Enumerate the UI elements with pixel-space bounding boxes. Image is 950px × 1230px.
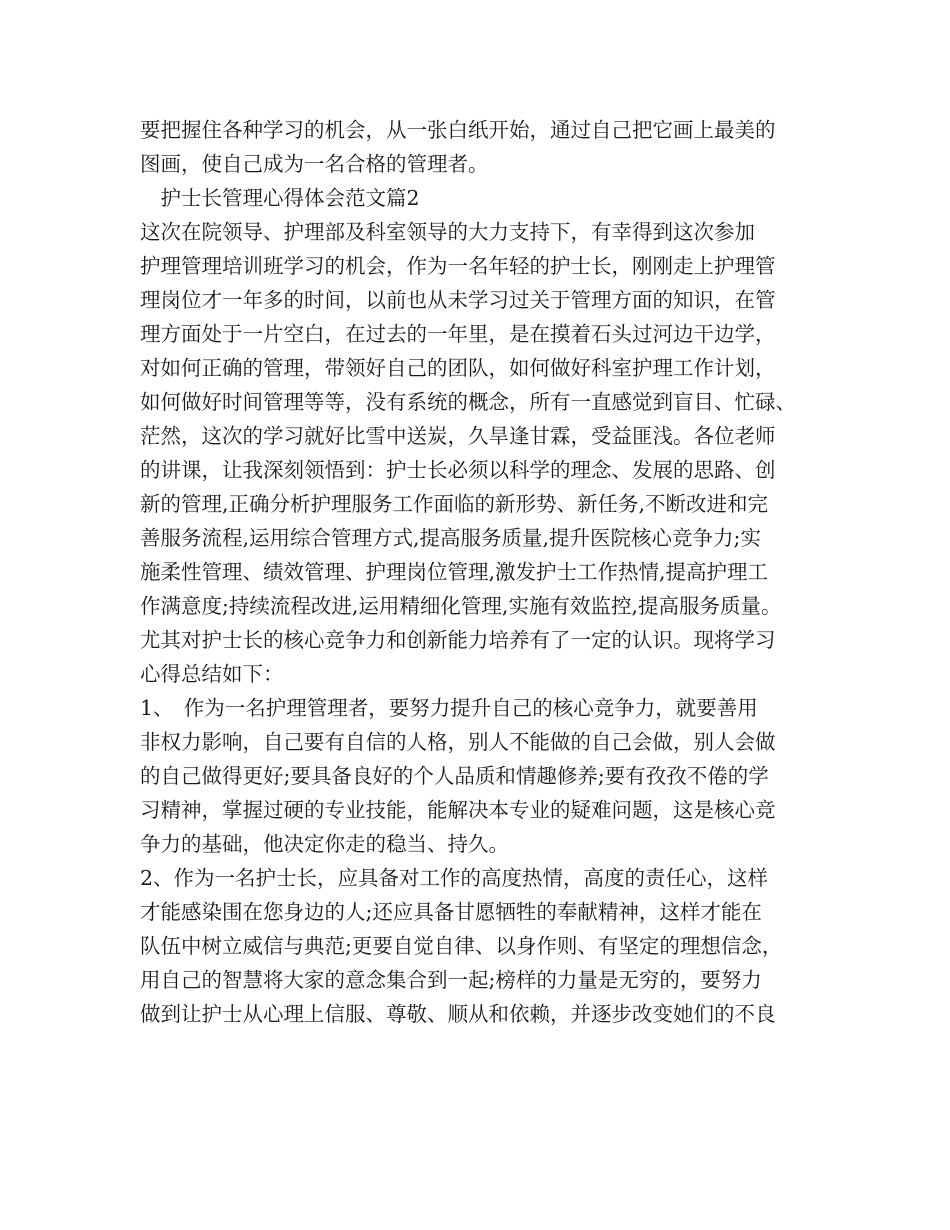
- text-line: 施柔性管理、绩效管理、护理岗位管理,激发护士工作热情,提高护理工: [140, 560, 769, 584]
- text-line: 非权力影响，自己要有自信的人格，别人不能做的自己会做，别人会做: [140, 730, 776, 754]
- text-line: 争力的基础，他决定你走的稳当、持久。: [140, 832, 509, 856]
- text-line: 要把握住各种学习的机会，从一张白纸开始，通过自己把它画上最美的: [140, 118, 776, 142]
- text-line: 习精神，掌握过硬的专业技能，能解决本专业的疑难问题，这是核心竞: [140, 798, 776, 822]
- text-line: 这次在院领导、护理部及科室领导的大力支持下，有幸得到这次参加: [140, 220, 755, 244]
- text-line: 新的管理,正确分析护理服务工作面临的新形势、新任务,不断改进和完: [140, 492, 769, 516]
- text-line: 的讲课，让我深刻领悟到：护士长必须以科学的理念、发展的思路、创: [140, 458, 776, 482]
- text-line: 的自己做得更好;要具备良好的个人品质和情趣修养;要有孜孜不倦的学: [140, 764, 769, 788]
- text-line: 如何做好时间管理等等，没有系统的概念，所有一直感觉到盲目、忙碌、: [140, 390, 796, 414]
- text-line: 做到让护士从心理上信服、尊敬、顺从和依赖，并逐步改变她们的不良: [140, 1002, 776, 1026]
- section-heading: 护士长管理心得体会范文篇2: [140, 186, 420, 210]
- text-line: 茫然，这次的学习就好比雪中送炭，久旱逢甘霖，受益匪浅。各位老师: [140, 424, 776, 448]
- text-line: 队伍中树立威信与典范;更要自觉自律、以身作则、有坚定的理想信念，: [140, 934, 783, 958]
- text-line: 心得总结如下：: [140, 662, 284, 686]
- text-line: 尤其对护士长的核心竞争力和创新能力培养有了一定的认识。现将学习: [140, 628, 776, 652]
- text-line: 理岗位才一年多的时间，以前也从未学习过关于管理方面的知识，在管: [140, 288, 776, 312]
- text-line: 护理管理培训班学习的机会，作为一名年轻的护士长，刚刚走上护理管: [140, 254, 776, 278]
- text-line: 对如何正确的管理，带领好自己的团队，如何做好科室护理工作计划，: [140, 356, 776, 380]
- list-item-1: 1、 作为一名护理管理者，要努力提升自己的核心竞争力，就要善用: [140, 696, 758, 720]
- text-line: 理方面处于一片空白，在过去的一年里，是在摸着石头过河边干边学，: [140, 322, 776, 346]
- text-line: 图画，使自己成为一名合格的管理者。: [140, 152, 489, 176]
- list-item-2: 2、作为一名护士长，应具备对工作的高度热情，高度的责任心，这样: [140, 866, 769, 890]
- text-line: 善服务流程,运用综合管理方式,提高服务质量,提升医院核心竞争力;实: [140, 526, 761, 550]
- text-line: 用自己的智慧将大家的意念集合到一起;榜样的力量是无穷的，要努力: [140, 968, 762, 992]
- text-line: 才能感染围在您身边的人;还应具备甘愿牺牲的奉献精神，这样才能在: [140, 900, 762, 924]
- text-line: 作满意度;持续流程改进,运用精细化管理,实施有效监控,提高服务质量。: [140, 594, 782, 618]
- body-text: [140, 113, 840, 1031]
